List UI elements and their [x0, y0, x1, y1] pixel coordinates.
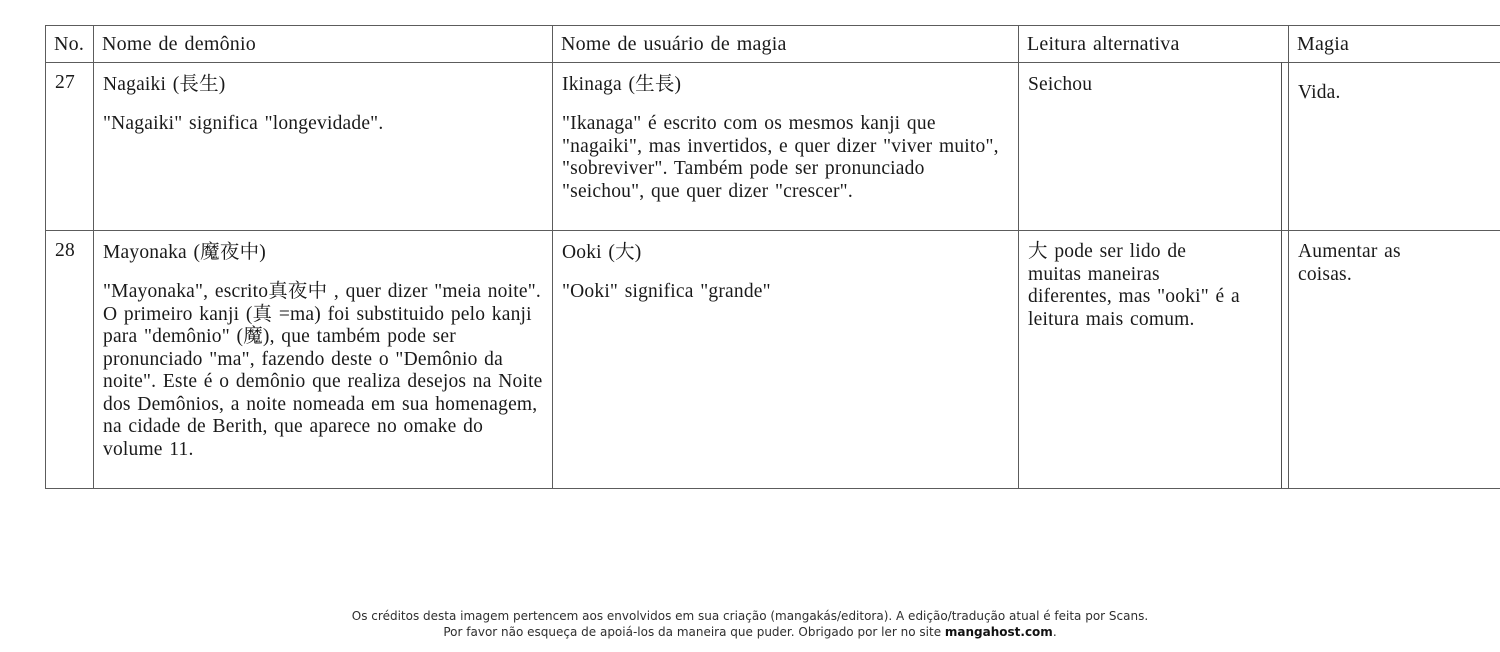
header-no: No. — [46, 26, 94, 63]
row-27-magic-text: Vida. — [1298, 82, 1341, 103]
column-divider-line — [1281, 62, 1282, 488]
credits-footer — [0, 609, 1500, 640]
row-27-magic — [1289, 63, 1500, 231]
credits-line2 — [0, 625, 1500, 641]
row-28-number: 28 — [46, 231, 94, 489]
row-28-demon-name: Mayonaka (魔夜中) — [103, 242, 266, 263]
row-28-alt-reading — [1019, 231, 1289, 489]
row-28-alt-reading-text: 大 pode ser lido de muitas maneiras diferentes, mas "ooki" é a leitura mais comum. — [1028, 241, 1240, 330]
row-27-demon-desc: "Nagaiki" significa "longevidade". — [103, 113, 384, 134]
site-name: mangahost.com — [944, 624, 1053, 639]
header-magic-user-name: Nome de usuário de magia — [553, 26, 1019, 63]
row-27-user-name: Ikinaga (生長) — [562, 74, 682, 95]
row-28-magic-text: Aumentar as coisas. — [1298, 241, 1401, 285]
header-demon-name: Nome de demônio — [94, 26, 553, 63]
row-27-alt-reading — [1019, 63, 1289, 231]
header-magic: Magia — [1289, 26, 1500, 63]
row-28-demon-cell — [94, 231, 553, 489]
row-28-user-desc: "Ooki" significa "grande" — [562, 281, 771, 302]
row-27-number: 27 — [46, 63, 94, 231]
header-row — [46, 26, 1500, 63]
credits-line2-prefix: Por favor não esqueça de apoiá-los da maneira que puder. Obrigado por ler no site — [443, 624, 945, 639]
row-27-user-cell — [553, 63, 1019, 231]
row-28-magic — [1289, 231, 1500, 489]
row-27-user-desc: "Ikanaga" é escrito com os mesmos kanji que "nagaiki", mas invertidos, e quer dizer "viver muito", "sobreviver". Também pode ser pronunciado "seichou", que quer dizer "crescer". — [562, 113, 999, 202]
row-28-user-name: Ooki (大) — [562, 242, 642, 263]
row-27-alt-reading-text: Seichou — [1028, 74, 1093, 95]
row-28-user-cell — [553, 231, 1019, 489]
credits-line1: Os créditos desta imagem pertencem aos envolvidos em sua criação (mangakás/editora). A edição/tradução atual é feita por Scans. — [351, 609, 1149, 623]
header-alt-reading: Leitura alternativa — [1019, 26, 1289, 63]
row-27-demon-name: Nagaiki (長生) — [103, 74, 226, 95]
row-28-demon-desc: "Mayonaka", escrito真夜中 , quer dizer "meia noite". O primeiro kanji (真 =ma) foi substituido pelo kanji para "demônio" (魔), que também pode ser pronunciado "ma", fazendo deste o "Demônio da noite". Este é o demônio que realiza desejos na Noite dos Demônios, a noite nomeada em sua homenagem, na cidade de Berith, que aparece no omake do volume 11. — [103, 281, 543, 460]
row-27-demon-cell — [94, 63, 553, 231]
credits-line2-suffix: . — [1052, 624, 1057, 639]
